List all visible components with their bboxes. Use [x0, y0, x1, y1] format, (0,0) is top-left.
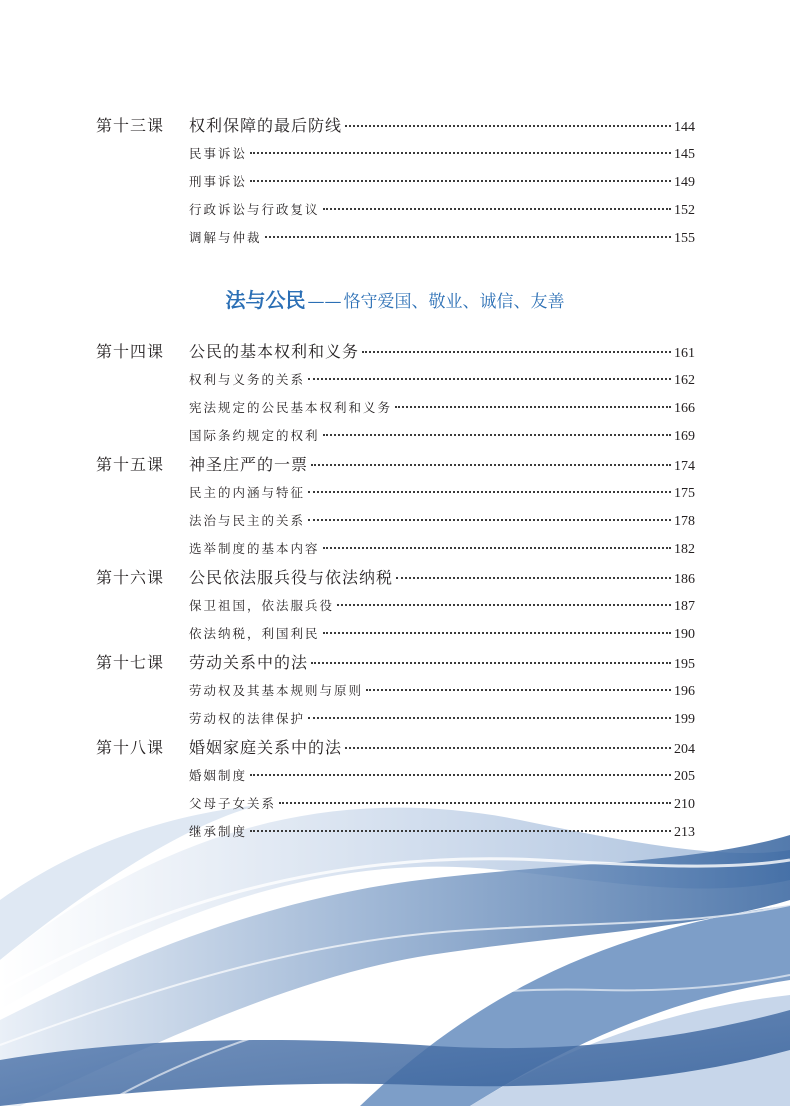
dot-leader: [250, 152, 671, 154]
toc-entry-sub[interactable]: [189, 510, 695, 532]
page-number: 152: [674, 203, 695, 218]
dot-leader: [345, 747, 671, 749]
page-number: 155: [674, 231, 695, 246]
entry-title: 婚姻家庭关系中的法: [189, 738, 343, 757]
dot-leader: [366, 689, 671, 691]
page-number: 196: [674, 684, 695, 699]
lesson-label: 第十四课: [96, 342, 165, 361]
toc-entry-sub[interactable]: [189, 595, 695, 617]
page-number: 166: [674, 401, 695, 416]
page-number: 149: [674, 175, 695, 190]
toc-entry-sub[interactable]: [189, 397, 695, 419]
dot-leader: [323, 208, 671, 210]
toc-lesson-16: [0, 567, 790, 591]
toc-sub-row: [0, 171, 790, 195]
page-number: 205: [674, 769, 695, 784]
dot-leader: [323, 547, 671, 549]
toc-entry-sub[interactable]: [189, 143, 695, 165]
page-number: 210: [674, 797, 695, 812]
dot-leader: [337, 604, 671, 606]
entry-title: 保卫祖国，依法服兵役: [189, 598, 335, 613]
toc-entry-main[interactable]: [189, 454, 695, 476]
entry-title: 继承制度: [189, 824, 248, 839]
entry-title: 刑事诉讼: [189, 174, 248, 189]
page-number: 178: [674, 514, 695, 529]
dot-leader: [323, 434, 671, 436]
page-number: 199: [674, 712, 695, 727]
toc-entry-main[interactable]: [189, 115, 695, 137]
dot-leader: [311, 464, 671, 466]
toc-sub-row: [0, 227, 790, 251]
toc-entry-sub[interactable]: [189, 425, 695, 447]
section-header: [0, 284, 790, 313]
dot-leader: [308, 378, 671, 380]
dot-leader: [250, 180, 671, 182]
entry-title: 民事诉讼: [189, 146, 248, 161]
dot-leader: [362, 351, 671, 353]
entry-title: 权利保障的最后防线: [189, 116, 343, 135]
toc-entry-sub[interactable]: [189, 482, 695, 504]
entry-title: 劳动权的法律保护: [189, 711, 306, 726]
entry-title: 父母子女关系: [189, 796, 277, 811]
page-number: 182: [674, 542, 695, 557]
page-number: 144: [674, 120, 695, 135]
entry-title: 神圣庄严的一票: [189, 455, 309, 474]
dot-leader: [279, 802, 671, 804]
toc-sub-row: [0, 623, 790, 647]
dot-leader: [345, 125, 671, 127]
dot-leader: [250, 830, 671, 832]
page-number: 190: [674, 627, 695, 642]
dot-leader: [308, 717, 671, 719]
toc-entry-main[interactable]: [189, 567, 695, 589]
toc-sub-row: [0, 680, 790, 704]
entry-title: 法治与民主的关系: [189, 513, 306, 528]
toc-entry-main[interactable]: [189, 737, 695, 759]
toc-entry-sub[interactable]: [189, 227, 695, 249]
dot-leader: [311, 662, 671, 664]
toc-entry-sub[interactable]: [189, 708, 695, 730]
dot-leader: [308, 491, 671, 493]
toc-lesson-18: [0, 737, 790, 761]
entry-title: 民主的内涵与特征: [189, 485, 306, 500]
dot-leader: [308, 519, 671, 521]
lesson-label: 第十五课: [96, 455, 165, 474]
page-number: 174: [674, 459, 695, 474]
toc-sub-row: [0, 793, 790, 817]
entry-title: 权利与义务的关系: [189, 372, 306, 387]
toc-entry-sub[interactable]: [189, 171, 695, 193]
entry-title: 劳动关系中的法: [189, 653, 309, 672]
toc-entry-main[interactable]: [189, 341, 695, 363]
dot-leader: [265, 236, 671, 238]
lesson-label: 第十八课: [96, 738, 165, 757]
dot-leader: [250, 774, 671, 776]
section-title: 法与公民: [225, 288, 306, 312]
toc-sub-row: [0, 397, 790, 421]
toc-entry-sub[interactable]: [189, 793, 695, 815]
entry-title: 选举制度的基本内容: [189, 541, 320, 556]
entry-title: 婚姻制度: [189, 768, 248, 783]
lesson-label: 第十三课: [96, 116, 165, 135]
toc-sub-row: [0, 510, 790, 534]
toc-sub-row: [0, 765, 790, 789]
entry-title: 依法纳税，利国利民: [189, 626, 320, 641]
entry-title: 国际条约规定的权利: [189, 428, 320, 443]
toc-lesson-17: [0, 652, 790, 676]
section-dash: ——: [307, 292, 342, 312]
toc-sub-row: [0, 369, 790, 393]
page-number: 161: [674, 346, 695, 361]
page-number: 195: [674, 657, 695, 672]
toc-entry-sub[interactable]: [189, 369, 695, 391]
lesson-label: 第十六课: [96, 568, 165, 587]
toc-entry-sub[interactable]: [189, 538, 695, 560]
dot-leader: [396, 577, 671, 579]
page-number: 187: [674, 599, 695, 614]
dot-leader: [323, 632, 671, 634]
toc-entry-main[interactable]: [189, 652, 695, 674]
toc-sub-row: [0, 708, 790, 732]
entry-title: 调解与仲裁: [189, 230, 262, 245]
toc-lesson-15: [0, 454, 790, 478]
entry-title: 劳动权及其基本规则与原则: [189, 683, 364, 698]
page-number: 186: [674, 572, 695, 587]
entry-title: 公民的基本权利和义务: [189, 342, 360, 361]
toc-entry-sub[interactable]: [189, 765, 695, 787]
dot-leader: [395, 406, 671, 408]
entry-title: 宪法规定的公民基本权利和义务: [189, 400, 393, 415]
toc-sub-row: [0, 595, 790, 619]
toc-sub-row: [0, 538, 790, 562]
toc-entry-sub[interactable]: [189, 680, 695, 702]
page-number: 162: [674, 373, 695, 388]
toc-sub-row: [0, 482, 790, 506]
toc-entry-sub[interactable]: [189, 821, 695, 843]
toc-entry-sub[interactable]: [189, 199, 695, 221]
page-number: 145: [674, 147, 695, 162]
toc-sub-row: [0, 821, 790, 845]
toc-entry-sub[interactable]: [189, 623, 695, 645]
entry-title: 行政诉讼与行政复议: [189, 202, 320, 217]
page-number: 204: [674, 742, 695, 757]
toc-sub-row: [0, 425, 790, 449]
entry-title: 公民依法服兵役与依法纳税: [189, 568, 394, 587]
toc-lesson-13: [0, 115, 790, 139]
section-subtitle: 恪守爱国、敬业、诚信、友善: [343, 292, 565, 312]
toc-sub-row: [0, 143, 790, 167]
toc-lesson-14: [0, 341, 790, 365]
toc-sub-row: [0, 199, 790, 223]
lesson-label: 第十七课: [96, 653, 165, 672]
page-number: 169: [674, 429, 695, 444]
page-number: 175: [674, 486, 695, 501]
page-number: 213: [674, 825, 695, 840]
